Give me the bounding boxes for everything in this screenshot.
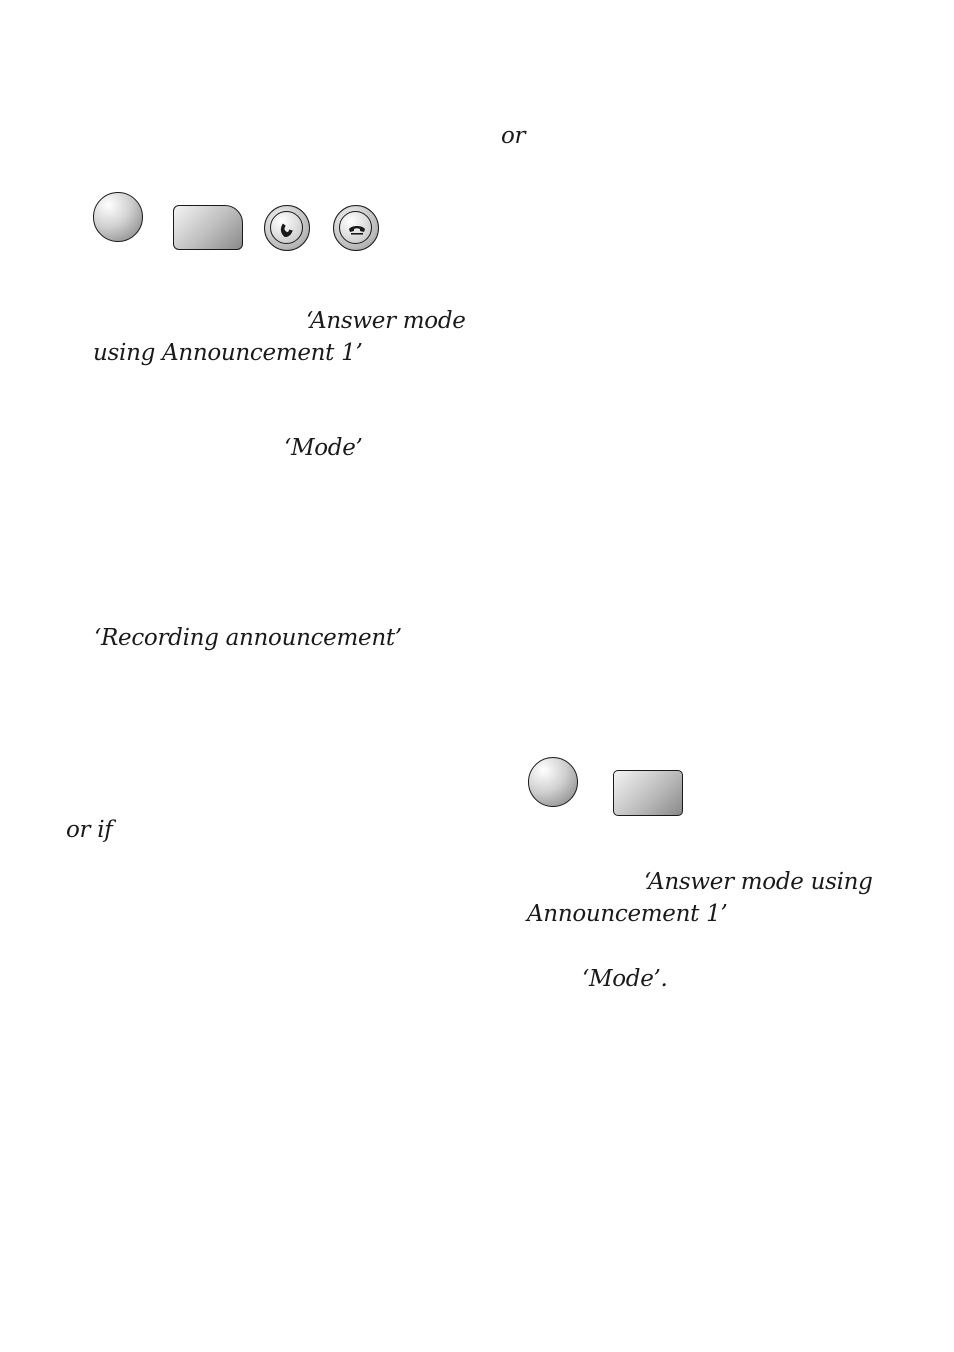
mode-text-right: ‘Mode’. bbox=[582, 966, 668, 992]
recording-announcement-text: ‘Recording announcement’ bbox=[94, 625, 402, 651]
phone-talk-icon bbox=[264, 205, 310, 251]
answer-mode-right-line2: Announcement 1’ bbox=[527, 901, 728, 927]
phone-hangup-icon bbox=[333, 205, 379, 251]
answer-mode-text-line2: using Announcement 1’ bbox=[93, 340, 363, 366]
answer-mode-text-line1: ‘Answer mode bbox=[306, 308, 466, 334]
round-button-icon bbox=[93, 192, 143, 242]
or-label-top: or bbox=[501, 123, 526, 149]
or-if-label: or if bbox=[66, 817, 113, 843]
rectangular-button-icon-right bbox=[613, 770, 683, 816]
rectangular-button-icon bbox=[173, 205, 243, 250]
mode-text-left: ‘Mode’ bbox=[284, 435, 363, 461]
round-button-icon-right bbox=[528, 757, 578, 807]
answer-mode-right-line1: ‘Answer mode using bbox=[644, 869, 873, 895]
